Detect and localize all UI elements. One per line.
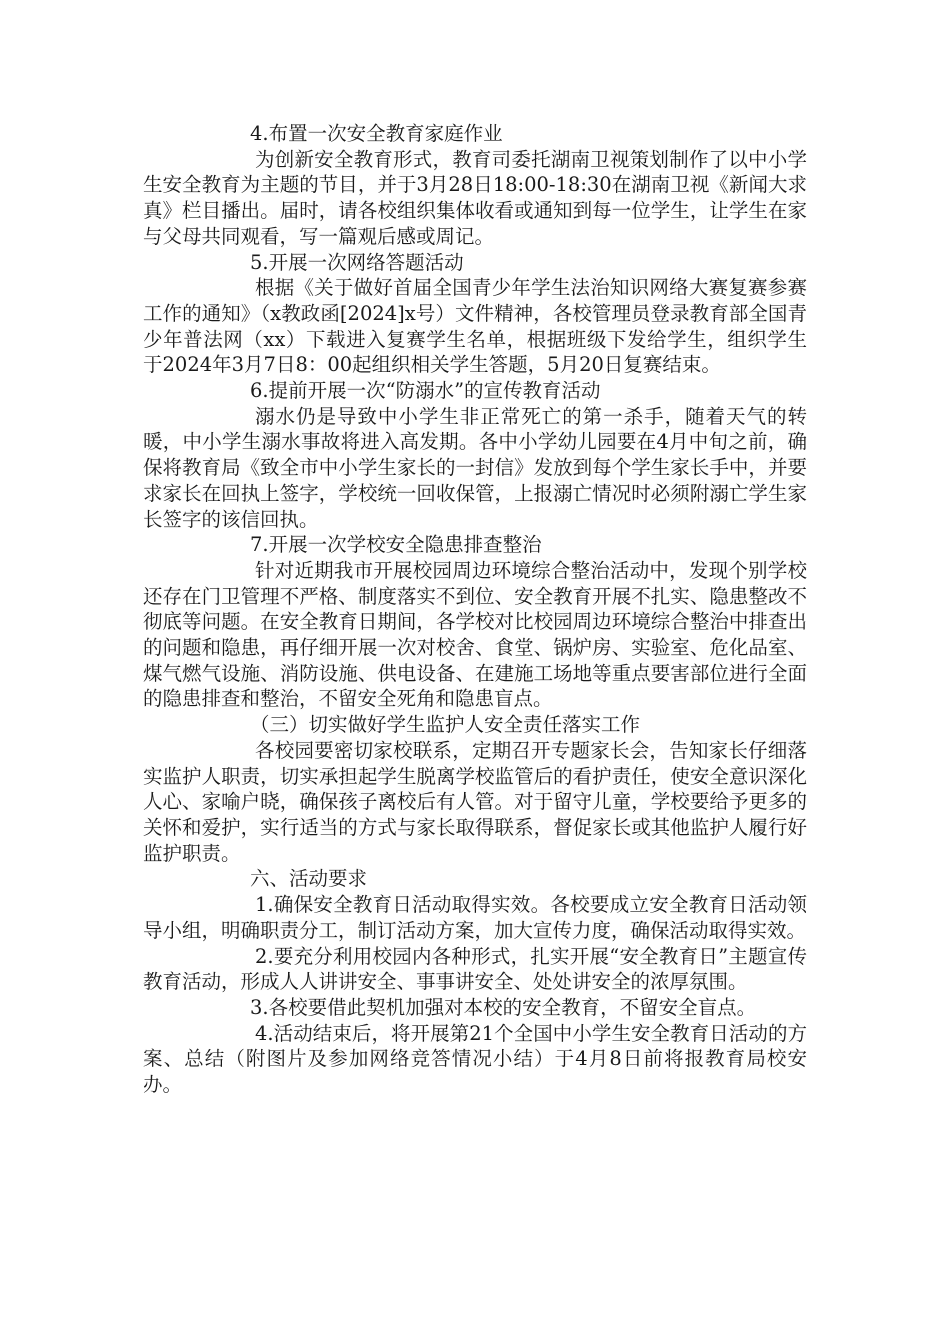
- section-heading: 六、活动要求: [250, 867, 368, 891]
- body-paragraph: 1.确保安全教育日活动取得实效。各校要成立安全教育日活动领导小组，明确职责分工，制订活动方案，加大宣传力度，确保活动取得实效。: [143, 893, 807, 942]
- section-heading: 6.提前开展一次“防溺水”的宣传教育活动: [250, 379, 601, 403]
- body-paragraph: 4.活动结束后，将开展第21个全国中小学生安全教育日活动的方案、总结（附图片及参加网络竞答情况小结）于4月8日前将报教育局校安办。: [143, 1021, 807, 1097]
- section-heading: 3.各校要借此契机加强对本校的安全教育，不留安全盲点。: [250, 995, 757, 1019]
- section-heading: 4.布置一次安全教育家庭作业: [250, 122, 503, 145]
- body-paragraph: 各校园要密切家校联系，定期召开专题家长会，告知家长仔细落实监护人职责，切实承担起学生脱离学校监管后的看护责任，使安全意识深化人心、家喻户晓，确保孩子离校后有人管。对于留守儿童，学校要给予更多的关怀和爱护，实行适当的方式与家长取得联系，督促家长或其他监护人履行好监护职责。: [143, 738, 807, 865]
- section-heading: （三）切实做好学生监护人安全责任落实工作: [250, 713, 641, 737]
- body-paragraph: 溺水仍是导致中小学生非正常死亡的第一杀手，随着天气的转暖，中小学生溺水事故将进入高发期。各中小学幼儿园要在4月中旬之前，确保将教育局《致全市中小学生家长的一封信》发放到每个学生家长手中，并要求家长在回执上签字，学校统一回收保管，上报溺亡情况时必须附溺亡学生家长签字的该信回执。: [143, 404, 807, 531]
- body-paragraph: 为创新安全教育形式，教育司委托湖南卫视策划制作了以中小学生安全教育为主题的节目，并于3月28日18:00-18:30在湖南卫视《新闻大求真》栏目播出。届时，请各校组织集体收看或通知到每一位学生，让学生在家与父母共同观看，写一篇观后感或周记。: [143, 147, 807, 248]
- section-heading: 7.开展一次学校安全隐患排查整治: [250, 533, 542, 557]
- section-heading: 5.开展一次网络答题活动: [250, 250, 464, 274]
- document-body: [143, 121, 807, 1098]
- body-paragraph: 根据《关于做好首届全国青少年学生法治知识网络大赛复赛参赛工作的通知》（x教政函[2024]x号）文件精神，各校管理员登录教育部全国青少年普法网（xx）下载进入复赛学生名单，根据班级下发给学生，组织学生于2024年3月7日8：00起组织相关学生答题，5月20日复赛结束。: [143, 276, 807, 377]
- body-paragraph: 针对近期我市开展校园周边环境综合整治活动中，发现个别学校还存在门卫管理不严格、制度落实不到位、安全教育开展不扎实、隐患整改不彻底等问题。在安全教育日期间，各学校对比校园周边环境综合整治中排查出的问题和隐患，再仔细开展一次对校舍、食堂、锅炉房、实验室、危化品室、煤气燃气设施、消防设施、供电设备、在建施工场地等重点要害部位进行全面的隐患排查和整治，不留安全死角和隐患盲点。: [143, 558, 807, 711]
- body-paragraph: 2.要充分利用校园内各种形式，扎实开展“安全教育日”主题宣传教育活动，形成人人讲讲安全、事事讲安全、处处讲安全的浓厚氛围。: [143, 944, 807, 994]
